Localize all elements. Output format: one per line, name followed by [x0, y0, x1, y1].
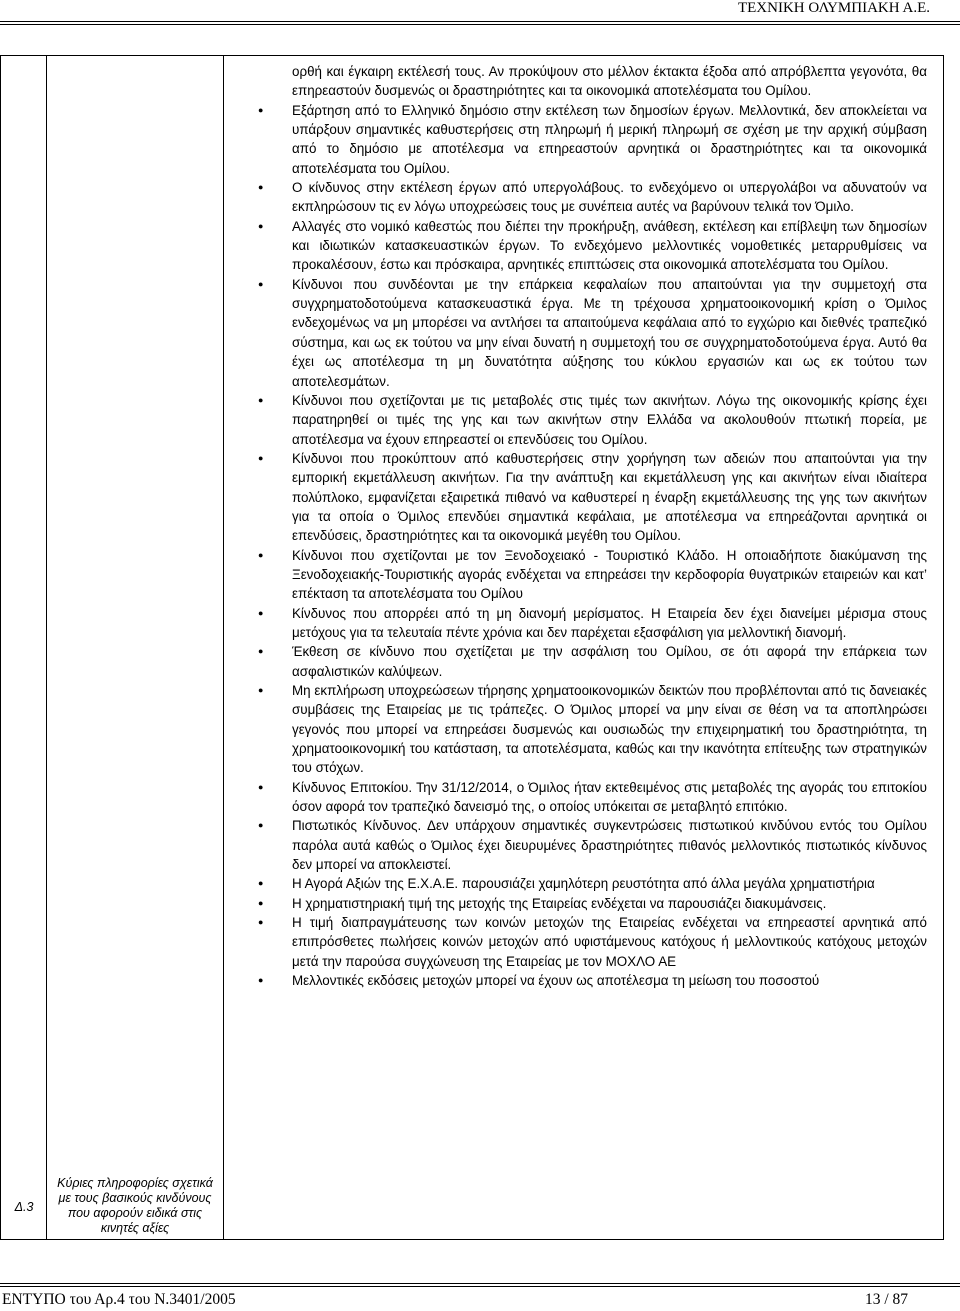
page-header-company: ΤΕΧΝΙΚΗ ΟΛΥΜΠΙΑΚΗ Α.Ε.	[737, 0, 930, 16]
list-item: ● Η τιμή διαπραγμάτευσης των κοινών μετοχών της Εταιρείας ενδέχεται να επηρεαστεί αρνητικά από επιπρόσθετες πωλήσεις κοινών μετοχών από υφιστάμενους κατόχους ή μελλοντικούς κατόχους μετοχών μετά την παρούσα συγχώνευση της Εταιρείας με τον ΜΟΧΛΟ ΑΕ	[292, 913, 927, 971]
section-number: Δ.3	[14, 1200, 34, 1214]
list-item: ● Κίνδυνος Επιτοκίου. Την 31/12/2014, ο Όμιλος ήταν εκτεθειμένος στις μεταβολές της αγοράς του επιτοκίου όσον αφορά τον τραπεζικό δανεισμό της, ο οποίος υπόκειται σε μεταβλητό επιτόκιο.	[292, 778, 927, 817]
header-rule	[0, 21, 960, 25]
footer-form-label: ΕΝΤΥΠΟ του Αρ.4 του Ν.3401/2005	[2, 1291, 236, 1308]
list-item: ● Κίνδυνοι που σχετίζονται με τον Ξενοδοχειακό - Τουριστικό Κλάδο. Η οποιαδήποτε διακύμανση της Ξενοδοχειακής-Τουριστικής αγοράς ενδέχεται να επηρεάσει την κερδοφορία θυγατρικών εταιρειών και κατ’ επέκταση τα αποτελέσματα του Ομίλου	[292, 546, 927, 604]
list-item: ● Αλλαγές στο νομικό καθεστώς που διέπει την προκήρυξη, ανάθεση, εκτέλεση και επίβλεψη των δημοσίων και ιδιωτικών κατασκευαστικών έργων. Το ενδεχόμενο μελλοντικές νομοθετικές μεταρρυθμίσεις να προκαλέσουν, έστω και πρόσκαιρα, αρνητικές επιπτώσεις στα οικονομικά αποτελέσματα του Ομίλου.	[292, 217, 927, 275]
list-item: ● Εξάρτηση από το Ελληνικό δημόσιο στην εκτέλεση των δημοσίων έργων. Μελλοντικά, δεν αποκλείεται να υπάρξουν σημαντικές καθυστερήσεις στη πληρωμή ή μερική πληρωμή σε σχέση με την αρχική σύμβαση από το δημόσιο με αποτέλεσμα να επηρεαστούν αρνητικά οι δραστηριότητες και τα οικονομικά αποτελέσματα του Ομίλου.	[292, 101, 927, 178]
section-table	[0, 55, 944, 1240]
column-divider	[223, 56, 224, 1239]
risk-bullet-list	[292, 101, 927, 991]
list-item: ● Η Αγορά Αξιών της Ε.Χ.Α.Ε. παρουσιάζει χαμηλότερη ρευστότητα από άλλα μεγάλα χρηματιστήρια	[292, 874, 927, 893]
intro-paragraph: ορθή και έγκαιρη εκτέλεσή τους. Αν προκύψουν στο μέλλον έκτακτα έξοδα από απρόβλεπτα γεγονότα, θα επηρεαστούν δυσμενώς οι δραστηριότητες και τα οικονομικά αποτελέσματα του Ομίλου.	[292, 64, 927, 99]
footer-rule	[0, 1283, 960, 1287]
list-item: ● Κίνδυνοι που συνδέονται με την επάρκεια κεφαλαίων που απαιτούνται για την συμμετοχή στα συγχρηματοδοτούμενα κατασκευαστικά έργα. Με τη τρέχουσα χρηματοοικονομική κρίση ο Όμιλος ενδεχομένως να μη μπορέσει να αντλήσει τα απαιτούμενα κεφάλαια από το εγχώριο και διεθνές τραπεζικό σύστημα, και ως εκ τούτου να μην είναι δυνατή η συμμετοχή του σε συγχρηματοδοτούμενα έργα. Αυτό θα έχει ως αποτέλεσμα τη μη δυνατότητα αύξησης του κύκλου εργασιών και ως εκ τούτου των αποτελεσμάτων.	[292, 275, 927, 391]
list-item: ● Μη εκπλήρωση υποχρεώσεων τήρησης χρηματοοικονομικών δεικτών που προβλέπονται από τις δανειακές συμβάσεις της Εταιρείας με τις τράπεζες. Ο Όμιλος μπορεί να μην είναι σε θέση να τα αποπληρώσει γεγονός που μπορεί να επηρεάσει δυσμενώς και ουσιωδώς την επιχειρηματική του δραστηριότητα, τη χρηματοοικονομική του κατάσταση, τα αποτελέσματα, καθώς και την ικανότητα επίτευξης των στρατηγικών του στόχων.	[292, 681, 927, 778]
column-divider	[46, 56, 47, 1239]
section-content	[292, 62, 927, 991]
list-item: ● Κίνδυνοι που προκύπτουν από καθυστερήσεις στην χορήγηση των αδειών που απαιτούνται για την εμπορική εκμετάλλευση ακινήτων. Για την ανάπτυξη και εκμετάλλευση γης και ακινήτων είναι ιδιαίτερα πολύπλοκο, εμφανίζεται εξαιρετικά πιθανό να καθυστερεί η έναρξη εκμετάλλευσης της γης των ακινήτων για τα οποία ο Όμιλος επενδύει σημαντικά κεφάλαια, με αποτέλεσμα να επηρεάζονται αρνητικά οι επενδύσεις, δραστηριότητες και τα οικονομικά μεγέθη του Ομίλου.	[292, 449, 927, 546]
list-item: ● Κίνδυνοι που σχετίζονται με τις μεταβολές στις τιμές των ακινήτων. Λόγω της οικονομικής κρίσης έχει παρατηρηθεί οι τιμές της γης και των ακινήτων στην Ελλάδα να ακολουθούν πτωτική πορεία, με αποτέλεσμα να έχουν επηρεαστεί οι επενδύσεις του Ομίλου.	[292, 391, 927, 449]
list-item: ● Έκθεση σε κίνδυνο που σχετίζεται με την ασφάλιση του Ομίλου, σε ότι αφορά την επάρκεια των ασφαλιστικών καλύψεων.	[292, 642, 927, 681]
list-item: ● Μελλοντικές εκδόσεις μετοχών μπορεί να έχουν ως αποτέλεσμα τη μείωση του ποσοστού	[292, 971, 927, 990]
list-item: ● Η χρηματιστηριακή τιμή της μετοχής της Εταιρείας ενδέχεται να παρουσιάζει διακυμάνσεις.	[292, 894, 927, 913]
list-item: ● Κίνδυνος που απορρέει από τη μη διανομή μερίσματος. Η Εταιρεία δεν έχει διανείμει μέρισμα στους μετόχους για τα τελευταία πέντε χρόνια και δεν παρέχεται εξασφάλιση για μελλοντική διανομή.	[292, 604, 927, 643]
list-item: ● Πιστωτικός Κίνδυνος. Δεν υπάρχουν σημαντικές συγκεντρώσεις πιστωτικού κινδύνου εντός του Ομίλου παρόλα αυτά καθώς ο Όμιλος έχει διευρυμένες δραστηριότητες πιθανός μελλοντικός πιστωτικός κίνδυνος δεν μπορεί να αποκλειστεί.	[292, 816, 927, 874]
section-description: Κύριες πληροφορίες σχετικά με τους βασικούς κινδύνους που αφορούν ειδικά στις κινητές αξίες	[57, 1176, 213, 1235]
footer-page-number: 13 / 87	[864, 1291, 908, 1308]
list-item: ● Ο κίνδυνος στην εκτέλεση έργων από υπεργολάβους. το ενδεχόμενο οι υπεργολάβοι να αδυνατούν να εκπληρώσουν τις εν λόγω υποχρεώσεις τους με συνέπεια αυτές να βαρύνουν τελικά τον Όμιλο.	[292, 178, 927, 217]
